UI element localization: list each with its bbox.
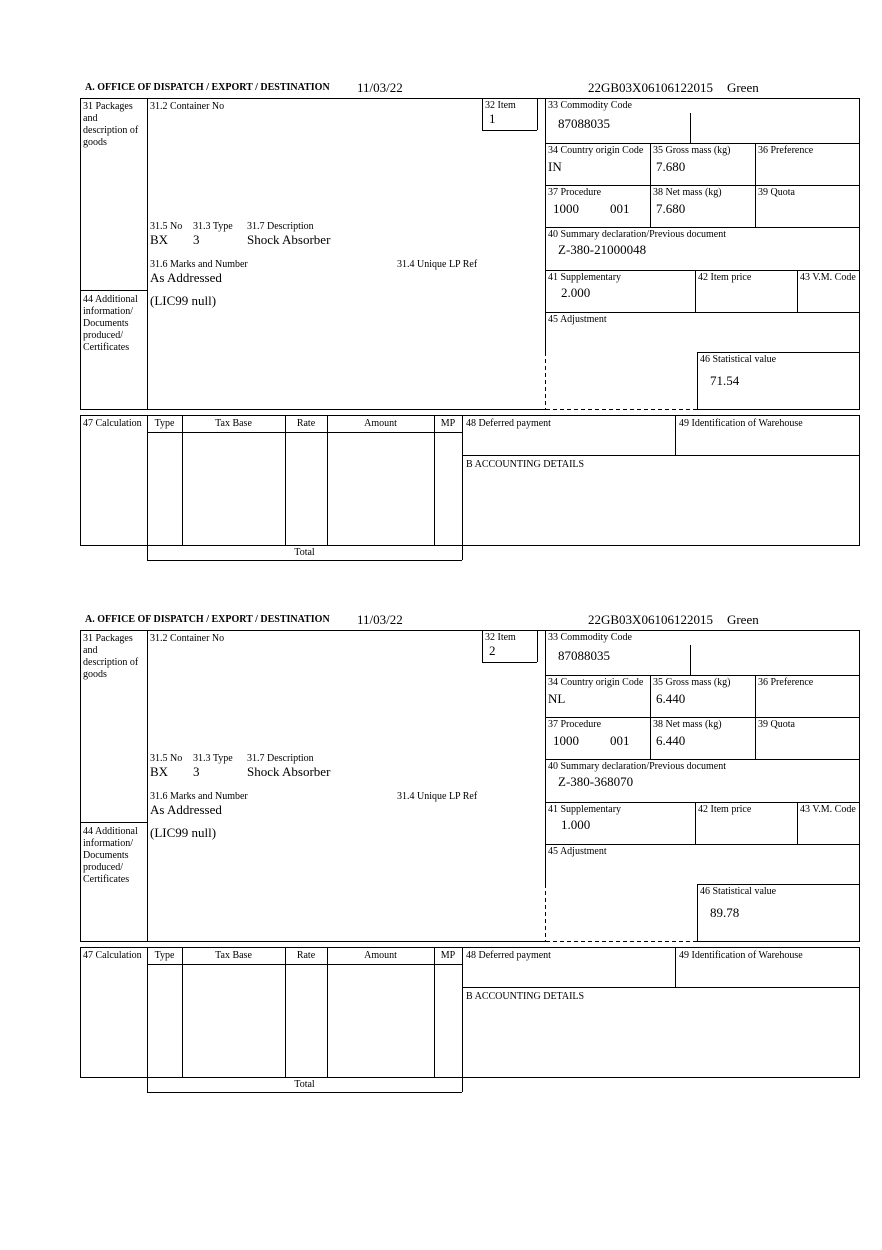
statistical-value: 71.54 [710,373,740,388]
box31-5-no-label: 31.5 No [150,753,183,764]
table-header-type: Type [154,418,175,429]
item-number-value: 1 [489,111,496,126]
package-type-value: 3 [193,764,200,779]
table-header-mp: MP [440,418,456,429]
box42-item-price-label: 42 Item price [698,804,752,815]
box47-calculation-label: 47 Calculation [83,418,142,429]
box36-preference-label: 36 Preference [758,145,814,156]
box31-4-unique-lp-ref-label: 31.4 Unique LP Ref [397,259,478,270]
table-header-tax-base: Tax Base [215,418,252,429]
box33-commodity-code-label: 33 Commodity Code [548,632,632,643]
box45-adjustment-label: 45 Adjustment [548,846,607,857]
box43-vm-code-label: 43 V.M. Code [800,272,856,283]
box31-3-type-label: 31.3 Type [193,221,233,232]
date-value: 11/03/22 [357,80,403,95]
box31-2-container-label: 31.2 Container No [150,101,225,112]
route-status-value: Green [726,80,759,95]
box49-warehouse-label: 49 Identification of Warehouse [679,950,803,961]
box45-adjustment-label: 45 Adjustment [548,314,607,325]
declaration-reference [588,80,759,96]
box37-procedure-label: 37 Procedure [548,719,602,730]
office-of-dispatch-label: A. OFFICE OF DISPATCH / EXPORT / DESTINATION [85,82,330,93]
box31-6-marks-label: 31.6 Marks and Number [150,259,248,270]
box48-deferred-payment-label: 48 Deferred payment [466,950,551,961]
procedure-value: 1000 [553,201,579,216]
box40-previous-document-label: 40 Summary declaration/Previous document [548,229,727,240]
country-origin-value: IN [548,159,562,174]
accounting-details-label: B ACCOUNTING DETAILS [466,991,585,1002]
box37-procedure-label: 37 Procedure [548,187,602,198]
box42-item-price-label: 42 Item price [698,272,752,283]
box43-vm-code-label: 43 V.M. Code [800,804,856,815]
box31-2-container-label: 31.2 Container No [150,633,225,644]
package-type-value: 3 [193,232,200,247]
box35-gross-mass-label: 35 Gross mass (kg) [653,145,731,156]
declaration-reference [588,612,759,628]
office-of-dispatch-label: A. OFFICE OF DISPATCH / EXPORT / DESTINATION [85,614,330,625]
box33-commodity-code-label: 33 Commodity Code [548,100,632,111]
commodity-code-value: 87088035 [558,116,610,131]
reference-value: 22GB03X06106122015 [588,612,713,627]
box31-3-type-label: 31.3 Type [193,753,233,764]
procedure-qualifier-value: 001 [610,733,630,748]
table-header-amount: Amount [364,418,397,429]
previous-document-value: Z-380-21000048 [558,242,647,257]
box38-net-mass-label: 38 Net mass (kg) [653,187,722,198]
marks-and-number-value: As Addressed [150,802,222,817]
table-header-rate: Rate [296,418,316,429]
total-label: Total [294,1079,315,1090]
gross-mass-value: 6.440 [656,691,686,706]
package-kind-value: BX [150,764,169,779]
procedure-qualifier-value: 001 [610,201,630,216]
net-mass-value: 6.440 [656,733,686,748]
item-number-value: 2 [489,643,496,658]
box31-4-unique-lp-ref-label: 31.4 Unique LP Ref [397,791,478,802]
previous-document-value: Z-380-368070 [558,774,634,789]
gross-mass-value: 7.680 [656,159,686,174]
box31-7-description-label: 31.7 Description [247,753,314,764]
route-status-value: Green [726,612,759,627]
supplementary-units-value: 1.000 [561,817,591,832]
box31-label: 31 Packages and description of goods [83,101,139,148]
box40-previous-document-label: 40 Summary declaration/Previous document [548,761,727,772]
box41-supplementary-label: 41 Supplementary [548,272,622,283]
table-header-type: Type [154,950,175,961]
box39-quota-label: 39 Quota [758,719,795,730]
box36-preference-label: 36 Preference [758,677,814,688]
supplementary-units-value: 2.000 [561,285,591,300]
additional-information-value: (LIC99 null) [150,825,217,840]
box34-country-origin-label: 34 Country origin Code [548,677,644,688]
total-label: Total [294,547,315,558]
table-header-mp: MP [440,950,456,961]
country-origin-value: NL [548,691,566,706]
box41-supplementary-label: 41 Supplementary [548,804,622,815]
box44-additional-info-label: 44 Additional information/ Documents produced/ Certificates [83,826,138,885]
table-header-rate: Rate [296,950,316,961]
box32-item-label: 32 Item [485,100,516,111]
box48-deferred-payment-label: 48 Deferred payment [466,418,551,429]
goods-item-section [0,80,882,562]
marks-and-number-value: As Addressed [150,270,222,285]
box31-5-no-label: 31.5 No [150,221,183,232]
reference-value: 22GB03X06106122015 [588,80,713,95]
procedure-value: 1000 [553,733,579,748]
box49-warehouse-label: 49 Identification of Warehouse [679,418,803,429]
box31-7-description-label: 31.7 Description [247,221,314,232]
box34-country-origin-label: 34 Country origin Code [548,145,644,156]
accounting-details-label: B ACCOUNTING DETAILS [466,459,585,470]
commodity-code-value: 87088035 [558,648,610,663]
box35-gross-mass-label: 35 Gross mass (kg) [653,677,731,688]
box39-quota-label: 39 Quota [758,187,795,198]
date-value: 11/03/22 [357,612,403,627]
additional-information-value: (LIC99 null) [150,293,217,308]
goods-description-value: Shock Absorber [247,764,331,779]
goods-description-value: Shock Absorber [247,232,331,247]
statistical-value: 89.78 [710,905,740,920]
box31-6-marks-label: 31.6 Marks and Number [150,791,248,802]
table-header-amount: Amount [364,950,397,961]
box38-net-mass-label: 38 Net mass (kg) [653,719,722,730]
box46-statistical-value-label: 46 Statistical value [700,354,777,365]
package-kind-value: BX [150,232,169,247]
box46-statistical-value-label: 46 Statistical value [700,886,777,897]
goods-item-section [0,612,882,1094]
box47-calculation-label: 47 Calculation [83,950,142,961]
net-mass-value: 7.680 [656,201,686,216]
table-header-tax-base: Tax Base [215,950,252,961]
box44-additional-info-label: 44 Additional information/ Documents produced/ Certificates [83,294,138,353]
box32-item-label: 32 Item [485,632,516,643]
box31-label: 31 Packages and description of goods [83,633,139,680]
